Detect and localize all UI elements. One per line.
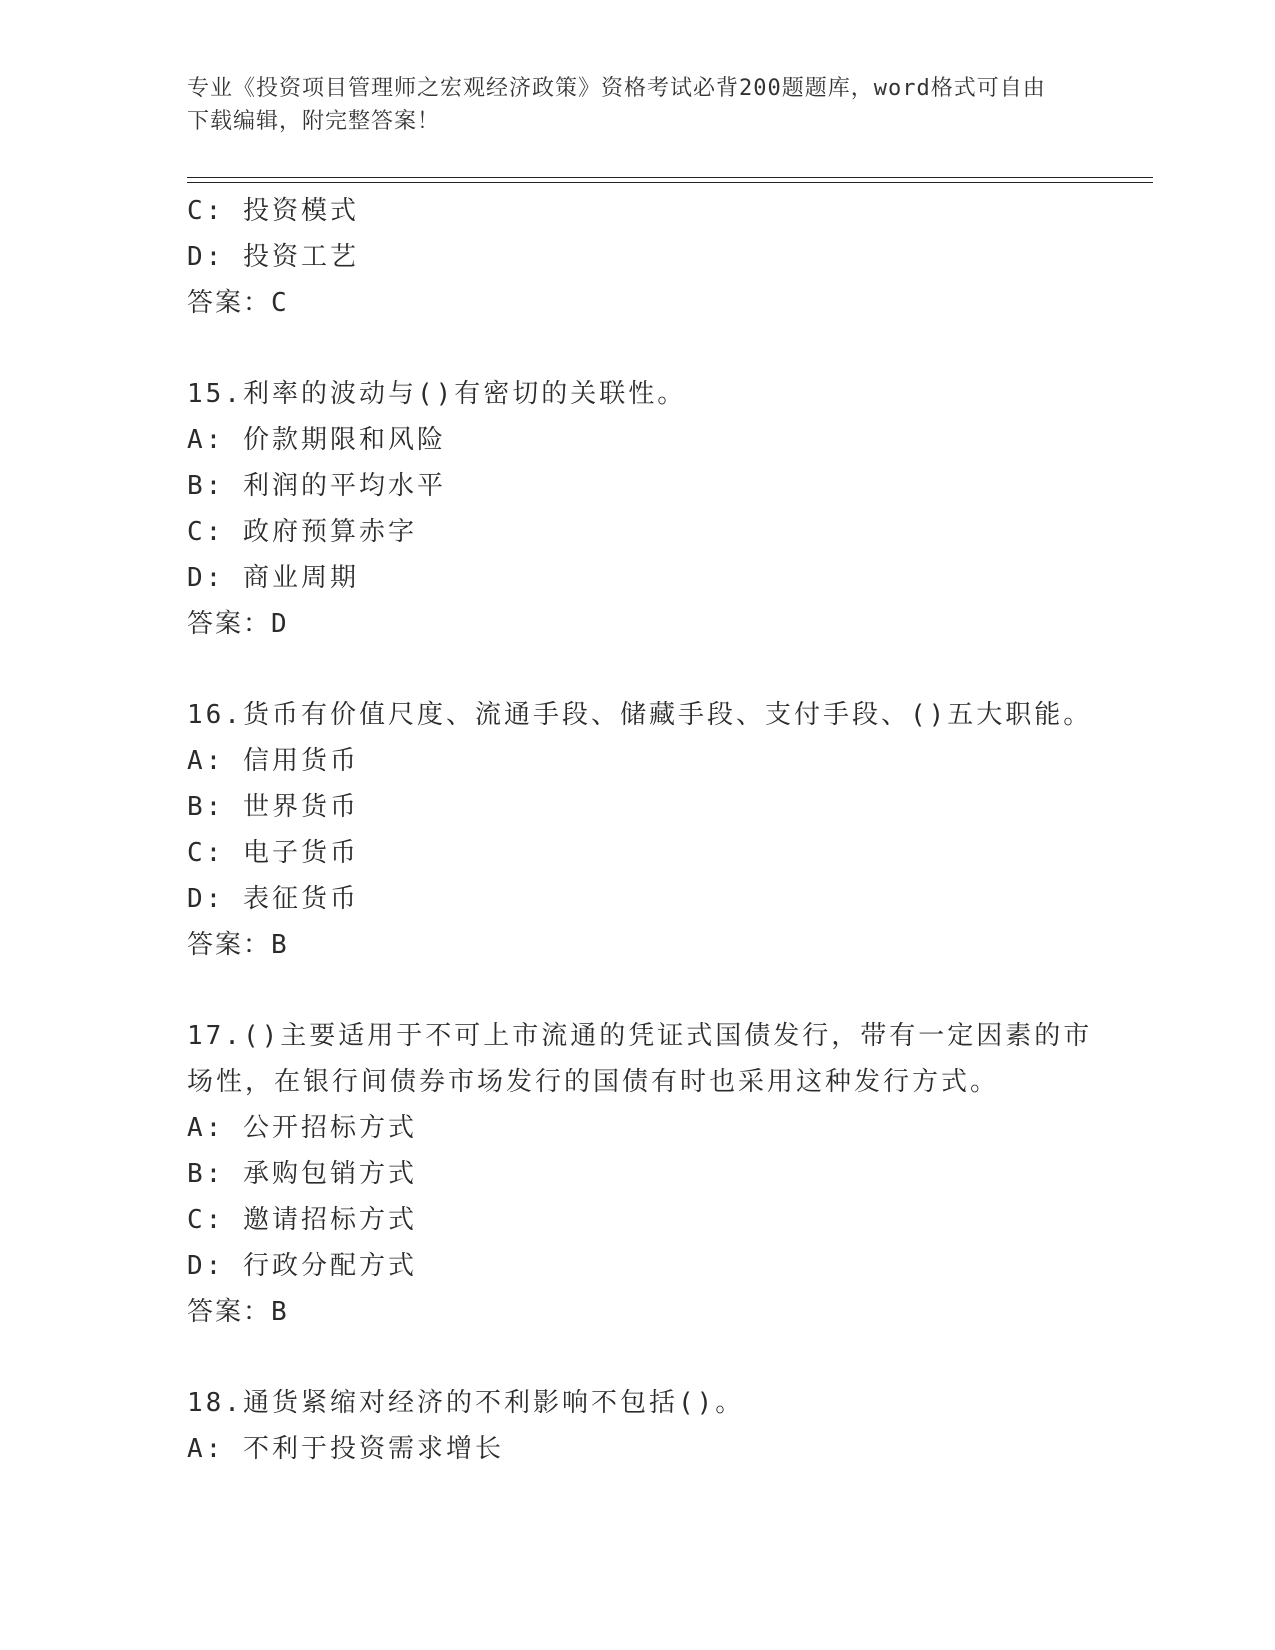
option-b: B: 承购包销方式 [187, 1159, 417, 1189]
option-d: D: 投资工艺 [187, 242, 359, 272]
answer-line: 答案：B [187, 1297, 289, 1327]
option-d: D: 商业周期 [187, 563, 359, 593]
question-list [187, 188, 1093, 1472]
question-15 [187, 371, 1087, 647]
spacer [187, 968, 1087, 1013]
answer-line: 答案：C [187, 288, 289, 318]
document-header: 专业《投资项目管理师之宏观经济政策》资格考试必背200题题库，word格式可自由下载编辑，附完整答案！ [187, 76, 1046, 134]
option-a: A: 信用货币 [187, 746, 359, 776]
question-stem-line-1: 17.()主要适用于不可上市流通的凭证式国债发行，带有一定因素的市 [187, 1021, 1093, 1051]
option-d: D: 表征货币 [187, 884, 359, 914]
header-divider-top [187, 177, 1153, 178]
option-a: A: 公开招标方式 [187, 1113, 417, 1143]
option-c: C: 政府预算赤字 [187, 517, 417, 547]
question-stem-line-2: 场性，在银行间债券市场发行的国债有时也采用这种发行方式。 [187, 1067, 1000, 1097]
previous-question-tail [187, 188, 1087, 326]
header-divider-bottom [187, 182, 1153, 183]
answer-line: 答案：D [187, 609, 289, 639]
spacer [187, 1335, 1087, 1380]
option-d: D: 行政分配方式 [187, 1251, 417, 1281]
question-16 [187, 692, 1093, 968]
question-stem: 16.货币有价值尺度、流通手段、储藏手段、支付手段、()五大职能。 [187, 700, 1093, 730]
spacer [187, 326, 1087, 371]
question-17 [187, 1013, 1093, 1335]
option-c: C: 投资模式 [187, 196, 359, 226]
question-stem: 15.利率的波动与()有密切的关联性。 [187, 379, 687, 409]
option-c: C: 邀请招标方式 [187, 1205, 417, 1235]
option-b: B: 利润的平均水平 [187, 471, 446, 501]
question-stem: 18.通货紧缩对经济的不利影响不包括()。 [187, 1388, 745, 1418]
spacer [187, 647, 1087, 692]
option-b: B: 世界货币 [187, 792, 359, 822]
option-a: A: 不利于投资需求增长 [187, 1434, 504, 1464]
question-18 [187, 1380, 1087, 1472]
option-a: A: 价款期限和风险 [187, 425, 446, 455]
answer-line: 答案：B [187, 930, 289, 960]
option-c: C: 电子货币 [187, 838, 359, 868]
